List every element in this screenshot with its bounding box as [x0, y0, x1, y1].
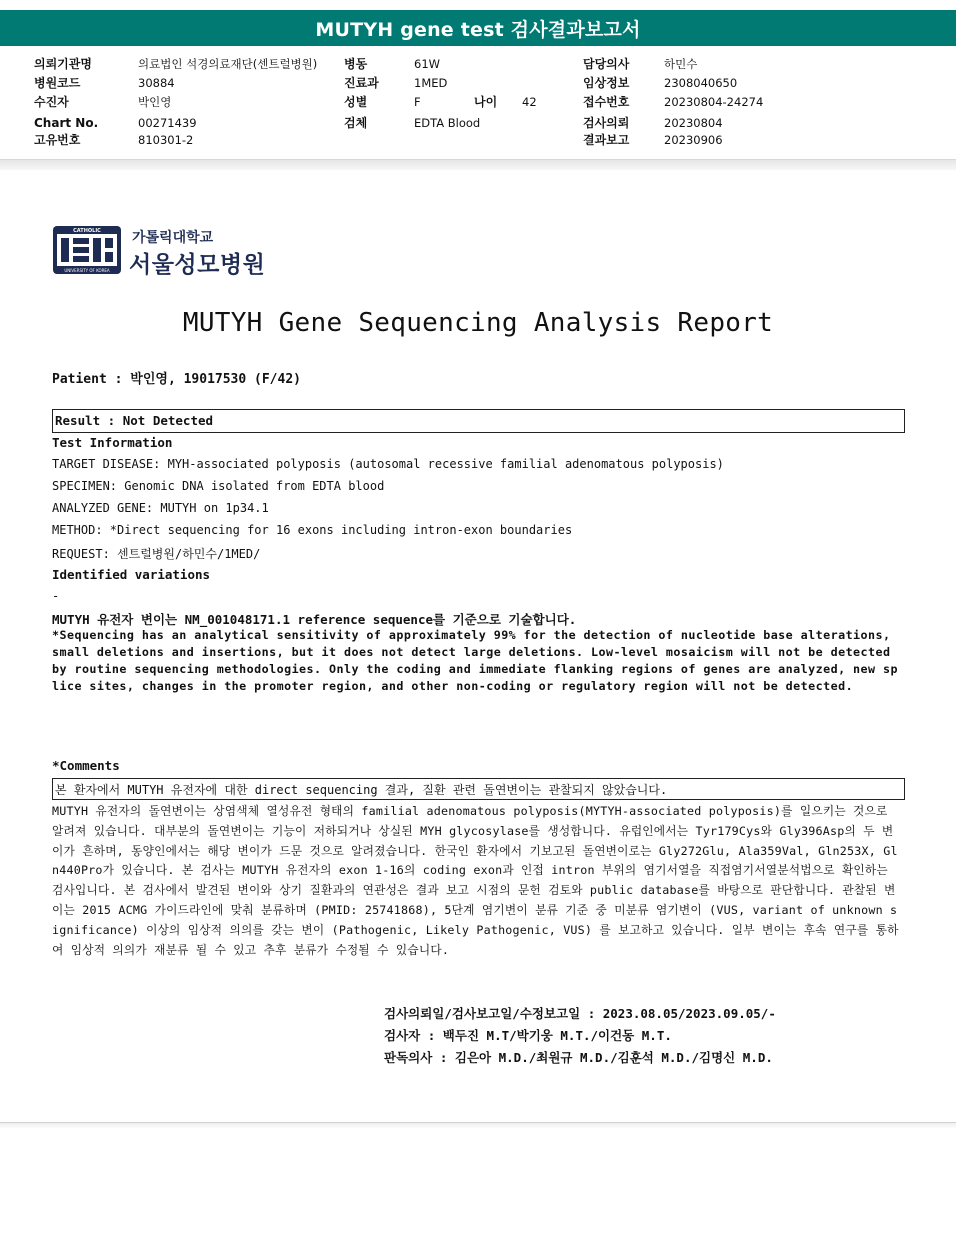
header-value: 810301-2: [138, 133, 194, 147]
header-label: 담당의사: [583, 57, 630, 71]
identified-variations-heading: Identified variations: [52, 567, 211, 582]
header-label: Chart No.: [34, 116, 99, 130]
logo-university-name: 가톨릭대학교: [132, 230, 214, 246]
hospital-logo-icon: [52, 225, 122, 275]
tester-names: 검사자 : 백두진 M.T/박기웅 M.T./이건동 M.T.: [384, 1028, 672, 1043]
target-disease: TARGET DISEASE: MYH-associated polyposis (autosomal recessive familial adenomatous polyposis): [52, 457, 724, 471]
header-label: 고유번호: [34, 133, 81, 147]
patient-line: Patient : 박인영, 19017530 (F/42): [52, 372, 301, 387]
header-divider: [0, 159, 956, 170]
header-label: 병원코드: [34, 76, 81, 90]
header-value: 61W: [414, 57, 441, 71]
comments-summary: 본 환자에서 MUTYH 유전자에 대한 direct sequencing 결과, 질환 관련 돌연변이는 관찰되지 않았습니다.: [55, 783, 668, 797]
header-label: 진료과: [344, 76, 379, 90]
header-value: 의료법인 석경의료재단(센트럴병원): [138, 57, 318, 71]
report-title-bar: MUTYH gene test 검사결과보고서: [0, 10, 956, 46]
header-label: 검체: [344, 116, 368, 130]
result-text: Result : Not Detected: [55, 413, 214, 428]
header-value: 20230906: [664, 133, 723, 147]
header-value: 20230804-24274: [664, 95, 764, 109]
age-value: 42: [522, 95, 537, 109]
header-label: 병동: [344, 57, 368, 71]
reader-names: 판독의사 : 김은아 M.D./최원규 M.D./김훈석 M.D./김명신 M.D.: [384, 1050, 773, 1065]
header-label: 수진자: [34, 95, 69, 109]
test-info-heading: Test Information: [52, 435, 173, 450]
header-value: 30884: [138, 76, 175, 90]
header-label: 의뢰기관명: [34, 57, 92, 71]
logo-emblem-top-text: CATHOLIC: [73, 228, 101, 234]
method: METHOD: *Direct sequencing for 16 exons including intron-exon boundaries: [52, 523, 573, 537]
header-value: 박인영: [138, 95, 172, 109]
header-label: 접수번호: [583, 95, 630, 109]
reference-note: MUTYH 유전자 변이는 NM_001048171.1 reference sequence를 기준으로 기술합니다.: [52, 612, 577, 627]
header-value: F: [414, 95, 421, 109]
logo-emblem-bottom-text: UNIVERSITY OF KOREA: [64, 268, 110, 273]
header-value: 00271439: [138, 116, 197, 130]
header-value: 1MED: [414, 76, 448, 90]
request: REQUEST: 센트럴병원/하민수/1MED/: [52, 547, 261, 561]
age-label: 나이: [474, 95, 498, 109]
footer-divider: [0, 1122, 956, 1129]
sensitivity-note: *Sequencing has an analytical sensitivity of approximately 99% for the detection of nucleotide base alterations, small deletions and insertions, but it does not detect large deletions. Low-level mosaicism will not be detected by routine sequencing methodologies. Only the coding and immediate flanking regions of genes are analyzed, new splice sites, changes in the promoter region, and other non-coding or regulatory region will not be detected.: [52, 628, 898, 693]
identified-variations-value: -: [52, 589, 60, 603]
header-value: 하민수: [664, 57, 698, 71]
comments-heading: *Comments: [52, 758, 120, 773]
analyzed-gene: ANALYZED GENE: MUTYH on 1p34.1: [52, 501, 269, 515]
header-label: 성별: [344, 95, 368, 109]
specimen: SPECIMEN: Genomic DNA isolated from EDTA blood: [52, 479, 385, 493]
header-label: 검사의뢰: [583, 116, 630, 130]
logo-hospital-name: 서울성모병원: [129, 252, 266, 278]
report-dates: 검사의뢰일/검사보고일/수정보고일 : 2023.08.05/2023.09.05/-: [384, 1006, 776, 1021]
comments-body: MUTYH 유전자의 돌연변이는 상염색체 열성유전 형태의 familial adenomatous polyposis(MYTYH-associated polyposis)를 일으키는 것으로 알려져 있습니다. 대부분의 돌연변이는 기능이 저하되거나 상실된 MYH glycosylase를 생성합니다. 유럽인에서는 Tyr179Cys와 Gly396Asp의 두 변이가 흔하며, 동양인에서는 해당 변이가 드문 것으로 알려졌습니다. 한국인 환자에서 기보고된 돌연변이로는 Gly272Glu, Ala359Val, Gln253X, Gln440Pro가 있습니다. 본 검사는 MUTYH 유전자의 exon 1-16의 coding exon과 인접 intron 부위의 염기서열을 직접염기서열분석법으로 확인하는 검사입니다. 본 검사에서 발견된 변이와 상기 질환과의 연관성은 결과 보고 시점의 문헌 검토와 public database를 바탕으로 판단합니다. 관찰된 변이는 2015 ACMG 가이드라인에 맞춰 분류하며 (PMID: 25741868), 5단계 염기변이 분류 기준 중 미분류 염기변이 (VUS, variant of unknown significance) 이상의 임상적 의의를 갖는 변이 (Pathogenic, Likely Pathogenic, VUS) 를 보고하고 있습니다. 일부 변이는 후속 연구를 통하여 임상적 의의가 재분류 될 수 있고 추후 분류가 수정될 수 있습니다.: [52, 804, 899, 957]
header-value: 2308040650: [664, 76, 738, 90]
report-heading: MUTYH Gene Sequencing Analysis Report: [182, 308, 774, 338]
header-label: 결과보고: [583, 133, 630, 147]
header-label: 임상정보: [583, 76, 630, 90]
header-value: EDTA Blood: [414, 116, 481, 130]
header-value: 20230804: [664, 116, 723, 130]
